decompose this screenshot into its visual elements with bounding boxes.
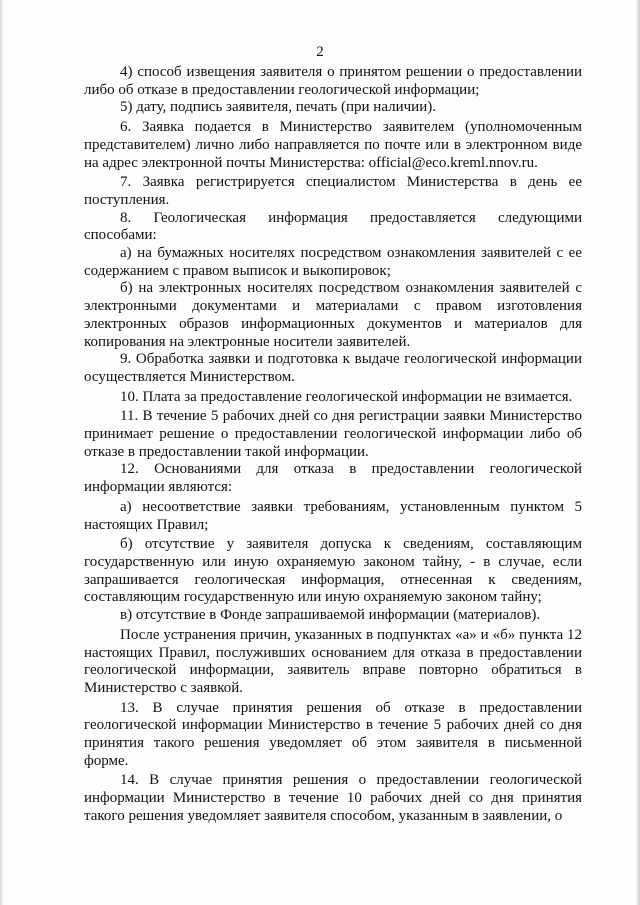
paragraph-12b: б) отсутствие у заявителя допуска к сведениям, составляющим государственную или иную охраняемую законом тайну, - в случае, если запрашивается геологическая информация, отнесенная к сведениям, составляющим государственную или иную охраняемую законом тайну; — [84, 536, 582, 606]
scan-edge-right — [636, 0, 640, 905]
paragraph-9: 9. Обработка заявки и подготовка к выдаче геологической информации осуществляется Министерством. — [84, 351, 582, 385]
paragraph-11: 11. В течение 5 рабочих дней со дня регистрации заявки Министерство принимает решение о предоставлении геологической информации либо об отказе в предоставлении такой информации. — [84, 408, 582, 460]
paragraph-after-12: После устранения причин, указанных в подпунктах «а» и «б» пункта 12 настоящих Правил, послуживших основанием для отказа в предоставлении геологической информации, заявитель вправе повторно обратиться в Министерство с заявкой. — [84, 626, 582, 696]
paragraph-item-5: 5) дату, подпись заявителя, печать (при наличии). — [120, 99, 436, 116]
paragraph-12: 12. Основаниями для отказа в предоставлении геологической информации являются: — [84, 461, 582, 496]
page-number: 2 — [316, 44, 324, 60]
paragraph-item-4: 4) способ извещения заявителя о принятом решении о предоставлении либо об отказе в предоставлении геологической информации; — [84, 64, 582, 98]
paragraph-12c: в) отсутствие в Фонде запрашиваемой информации (материалов). — [120, 607, 541, 624]
paragraph-7: 7. Заявка регистрируется специалистом Министерства в день ее поступления. — [84, 174, 582, 208]
paragraph-8b: б) на электронных носителях посредством ознакомления заявителей с электронными документами и материалами с правом изготовления электронных образов информационных документов и материалов для копирования на электронные носители заявителей. — [84, 280, 582, 350]
paragraph-12a: а) несоответствие заявки требованиям, установленным пунктом 5 настоящих Правил; — [84, 498, 582, 533]
scan-edge-left — [0, 0, 3, 905]
paragraph-14: 14. В случае принятия решения о предоставлении геологической информации Министерство в течение 10 рабочих дней со дня принятия такого решения уведомляет заявителя способом, указанным в заявлении, о — [84, 772, 582, 824]
paragraph-6: 6. Заявка подается в Министерство заявителем (уполномоченным представителем) лично либо направляется по почте или в электронном виде на адрес электронной почты Министерства: official@eco.kreml.nnov.ru. — [84, 119, 582, 171]
paragraph-13: 13. В случае принятия решения об отказе в предоставлении геологической информации Министерство в течение 5 рабочих дней со дня принятия такого решения уведомляет об этом заявителя в письменной форме. — [84, 699, 582, 769]
paragraph-8a: а) на бумажных носителях посредством ознакомления заявителей с ее содержанием с правом выписок и выкопировок; — [84, 245, 582, 279]
document-body — [84, 64, 582, 826]
paragraph-8: 8. Геологическая информация предоставляется следующими способами: — [84, 209, 582, 244]
paragraph-10: 10. Плата за предоставление геологической информации не взимается. — [120, 388, 573, 405]
